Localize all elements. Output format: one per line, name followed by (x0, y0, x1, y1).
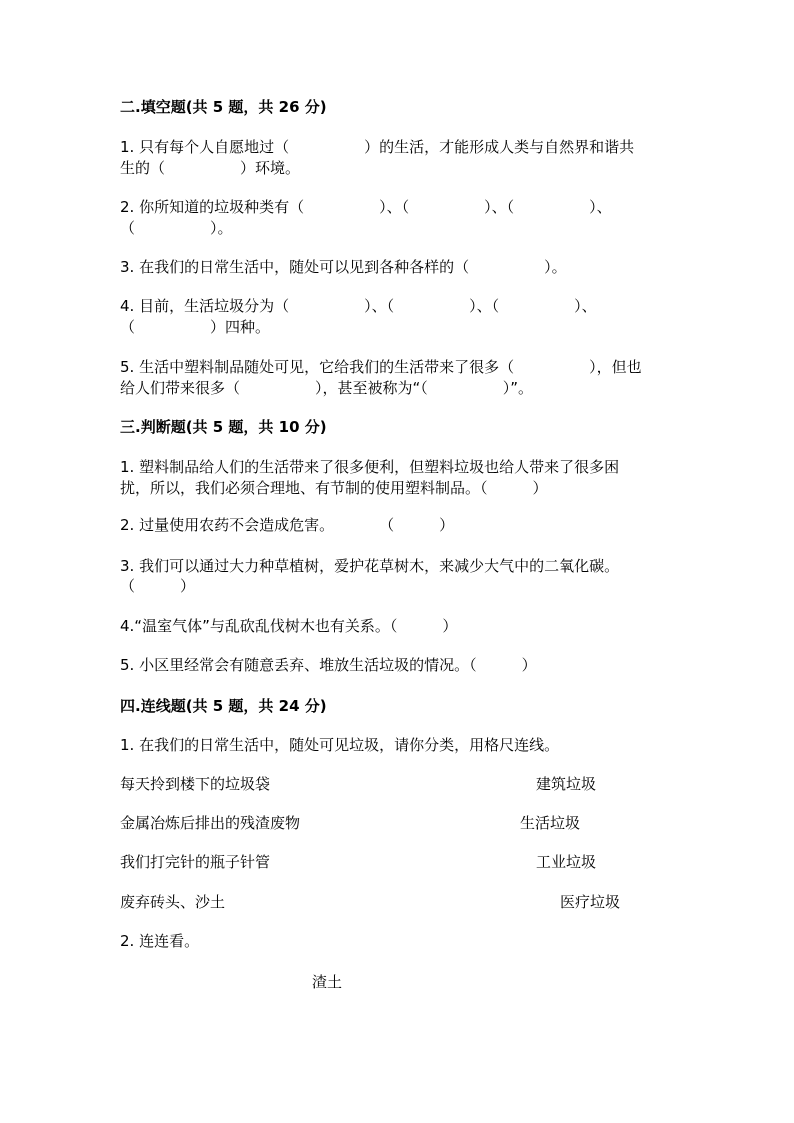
question-2-1-line-2: 生的（ ）环境。 (120, 159, 301, 177)
question-2-2-line-1: 2. 你所知道的垃圾种类有（ ）、（ ）、（ ）、 (120, 198, 612, 216)
section-title-matching: 四.连线题(共 5 题，共 24 分) (120, 697, 327, 715)
match-left-item: 金属冶炼后排出的残渣废物 (120, 814, 301, 832)
section-title-fill-in: 二.填空题(共 5 题，共 26 分) (120, 98, 327, 116)
question-3-4-line-1: 4.“温室气体”与乱砍乱伐树木也有关系。（ ） (120, 617, 458, 635)
question-4-2-prompt: 2. 连连看。 (120, 932, 200, 950)
match-right-item: 工业垃圾 (536, 853, 597, 871)
question-3-2-line-1: 2. 过量使用农药不会造成危害。 （ ） (120, 516, 455, 534)
question-3-3-line-1: 3. 我们可以通过大力种草植树，爱护花草树木，来减少大气中的二氧化碳。 (120, 557, 620, 575)
match-right-item: 生活垃圾 (520, 814, 581, 832)
question-3-1-line-2: 扰，所以，我们必须合理地、有节制的使用塑料制品。（ ） (120, 479, 548, 497)
match-item-zhatu: 渣土 (312, 973, 343, 991)
question-2-4-line-2: （ ）四种。 (120, 318, 271, 336)
question-2-5-line-2: 给人们带来很多（ ），甚至被称为“（ ）”。 (120, 379, 534, 397)
question-2-2-line-2: （ ）。 (120, 219, 233, 237)
question-2-1-line-1: 1. 只有每个人自愿地过（ ）的生活，才能形成人类与自然界和谐共 (120, 138, 635, 156)
match-right-item: 医疗垃圾 (560, 893, 621, 911)
question-2-4-line-1: 4. 目前，生活垃圾分为（ ）、（ ）、（ ）、 (120, 297, 597, 315)
question-3-3-line-2: （ ） (120, 577, 196, 595)
question-2-3-line-1: 3. 在我们的日常生活中，随处可以见到各种各样的（ ）。 (120, 258, 567, 276)
question-4-1-prompt: 1. 在我们的日常生活中，随处可见垃圾，请你分类，用格尺连线。 (120, 736, 560, 754)
match-left-item: 每天拎到楼下的垃圾袋 (120, 775, 271, 793)
match-left-item: 废弃砖头、沙土 (120, 893, 226, 911)
section-title-true-false: 三.判断题(共 5 题，共 10 分) (120, 418, 327, 436)
match-left-item: 我们打完针的瓶子针管 (120, 853, 271, 871)
match-right-item: 建筑垃圾 (536, 775, 597, 793)
question-2-5-line-1: 5. 生活中塑料制品随处可见，它给我们的生活带来了很多（ ），但也 (120, 358, 642, 376)
question-3-5-line-1: 5. 小区里经常会有随意丢弃、堆放生活垃圾的情况。（ ） (120, 656, 537, 674)
question-3-1-line-1: 1. 塑料制品给人们的生活带来了很多便利，但塑料垃圾也给人带来了很多困 (120, 458, 620, 476)
